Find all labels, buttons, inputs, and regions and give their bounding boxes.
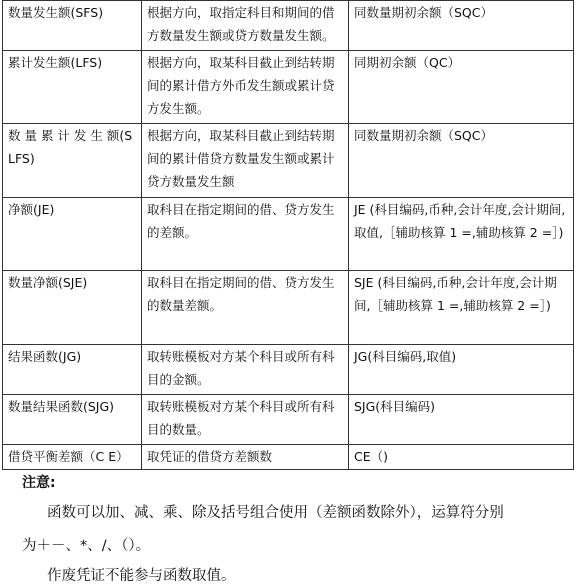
table-row bbox=[3, 1, 574, 51]
table-row bbox=[3, 124, 574, 198]
function-description-cell: 取科目在指定期间的借、贷方发生的差额。 bbox=[142, 198, 349, 271]
function-usage-cell: 同数量期初余额（SQC） bbox=[349, 124, 574, 198]
table-row bbox=[3, 445, 574, 470]
function-name-cell: 结果函数(JG) bbox=[3, 345, 142, 395]
function-name-cell: 累计发生额(LFS) bbox=[3, 51, 142, 124]
note-line: 作废凭证不能参与函数取值。 bbox=[47, 568, 236, 584]
function-usage-cell: JG(科目编码,取值) bbox=[349, 345, 574, 395]
function-description-cell: 取科目在指定期间的借、贷方发生的数量差额。 bbox=[142, 271, 349, 345]
function-name-cell: 借贷平衡差额（C E） bbox=[3, 445, 142, 470]
notes-title: 注意: bbox=[22, 475, 56, 491]
function-description-cell: 取转账模板对方某个科目或所有科目的数量。 bbox=[142, 395, 349, 445]
table-row bbox=[3, 345, 574, 395]
note-line: 为＋－、*、/、（）。 bbox=[22, 538, 151, 554]
table-row bbox=[3, 51, 574, 124]
function-table bbox=[2, 0, 574, 470]
function-name-cell: 数量净额(SJE) bbox=[3, 271, 142, 345]
note-line: 函数可以加、减、乘、除及括号组合使用（差额函数除外），运算符分别 bbox=[47, 505, 504, 521]
function-name-cell: 数量结果函数(SJG) bbox=[3, 395, 142, 445]
function-description-cell: 根据方向，取某科目截止到结转期间的累计借方外币发生额或累计贷方发生额。 bbox=[142, 51, 349, 124]
function-description-cell: 取凭证的借贷方差额数 bbox=[142, 445, 349, 470]
table-row bbox=[3, 395, 574, 445]
function-name-cell: 净额(JE) bbox=[3, 198, 142, 271]
table-row bbox=[3, 271, 574, 345]
function-name-cell: 数量发生额(SFS) bbox=[3, 1, 142, 51]
function-description-cell: 取转账模板对方某个科目或所有科目的金额。 bbox=[142, 345, 349, 395]
function-name-cell: 数 量 累 计 发 生 额(SLFS) bbox=[3, 124, 142, 198]
function-usage-cell: SJE (科目编码,币种,会计年度,会计期间,［辅助核算 1 =,辅助核算 2 =］) bbox=[349, 271, 574, 345]
function-usage-cell: SJG(科目编码) bbox=[349, 395, 574, 445]
function-usage-cell: JE (科目编码,币种,会计年度,会计期间,取值,［辅助核算 1 =,辅助核算 2 =］) bbox=[349, 198, 574, 271]
function-description-cell: 根据方向，取指定科目和期间的借方数量发生额或贷方数量发生额。 bbox=[142, 1, 349, 51]
table-row bbox=[3, 198, 574, 271]
function-usage-cell: 同数量期初余额（SQC） bbox=[349, 1, 574, 51]
function-usage-cell: CE（) bbox=[349, 445, 574, 470]
function-description-cell: 根据方向，取某科目截止到结转期间的累计借贷方数量发生额或累计贷方数量发生额 bbox=[142, 124, 349, 198]
function-usage-cell: 同期初余额（QC） bbox=[349, 51, 574, 124]
